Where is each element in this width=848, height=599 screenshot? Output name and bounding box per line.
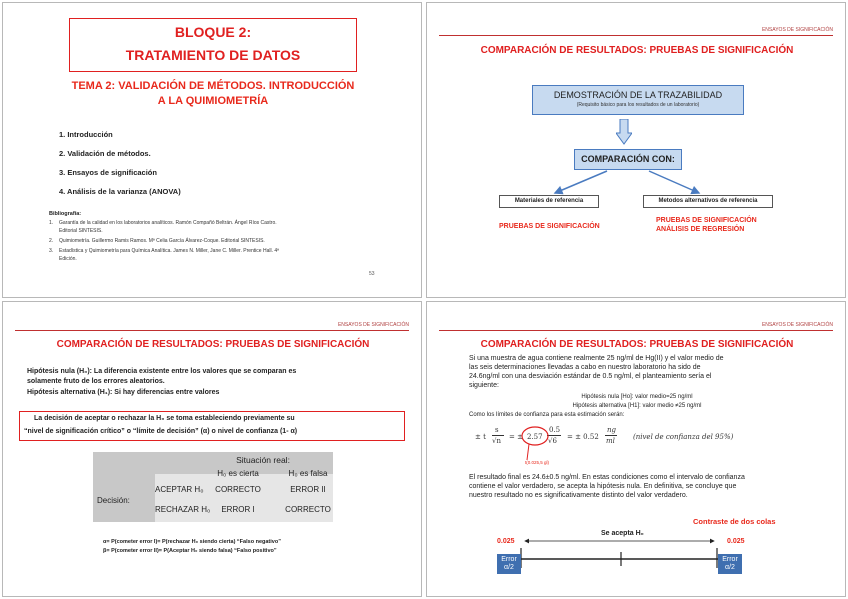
acceptance-interval <box>427 302 846 597</box>
bloque-title-box <box>69 18 357 72</box>
decision-table-bg-left <box>93 452 155 522</box>
bloque-title: BLOQUE 2: <box>174 24 252 40</box>
h1-line: Hipótesis alternativa (H₁): Si hay diferencias entre valores <box>27 389 220 396</box>
list-item: 4. Análisis de la varianza (ANOVA) <box>59 187 181 196</box>
paragraph-2-line1: El resultado final es 24.6±0.5 ng/ml. En estas condiciones como el intervalo de confianza <box>469 474 745 481</box>
confidence-intro: Como los límites de confianza para esta estimación serán: <box>469 412 625 418</box>
right-error-label: Error <box>722 556 738 563</box>
decision-table-body <box>155 474 333 522</box>
bib-entry-1-line2: Editorial SINTESIS. <box>59 228 103 234</box>
trazabilidad-title: DEMOSTRACIÓN DE LA TRAZABILIDAD <box>553 90 723 100</box>
slide-title: COMPARACIÓN DE RESULTADOS: PRUEBAS DE SIGNIFICACIÓN <box>56 339 370 350</box>
section-header: ENSAYOS DE SIGNIFICACIÓN <box>761 322 833 328</box>
formula-eq-2: = ± 0.52 <box>567 433 599 441</box>
bib-entry-2: Quimiometría. Guillermo Ramis Ramos. Mª Celia García Álvarez-Coque. Editorial SINTESIS. <box>59 238 265 244</box>
page-number: 53 <box>369 271 375 277</box>
null-hypothesis: Hipótesis nula [Ho]: valor medio=25 ng/ml <box>581 394 693 400</box>
formula-sqrt-6: √6 <box>548 437 557 445</box>
row-rechazar: RECHAZAR H₀ <box>155 505 211 514</box>
bibliography-title: Bibliografía: <box>49 211 82 217</box>
left-label: PRUEBAS DE SIGNIFICACIÓN <box>499 223 600 230</box>
cell-error-1: ERROR I <box>221 505 255 514</box>
right-label-2: ANÁLISIS DE REGRESIÓN <box>656 226 745 233</box>
decision-box <box>19 411 405 441</box>
right-error-alpha: α/2 <box>725 564 735 571</box>
list-item: 2. Validación de métodos. <box>59 149 151 158</box>
formula-s: s <box>495 426 499 434</box>
metodos-box: Metodos alternativos de referencia <box>643 195 773 208</box>
alt-hypothesis: Hipótesis alternativa [H1]: valor medio ≠25 ng/ml <box>572 403 702 409</box>
header-rule <box>15 330 409 331</box>
list-item: 1. Introducción <box>59 130 113 139</box>
formula-ml: ml <box>606 437 615 445</box>
formula-t-value: 2.57 <box>527 433 543 441</box>
bib-entry-3-line2: Edición. <box>59 256 77 262</box>
cell-correcto-1: CORRECTO <box>215 485 261 494</box>
section-header: ENSAYOS DE SIGNIFICACIÓN <box>761 27 833 33</box>
paragraph-2-line3: nuestro resultado no es significativamente distinto del valor verdadero. <box>469 492 688 499</box>
left-error-alpha: α/2 <box>504 564 514 571</box>
col-h0-cierta: H₀ es cierta <box>217 469 259 478</box>
t-subscript: t(0.025,5 gl) <box>525 460 550 465</box>
formula-pm-t: ± t <box>475 433 486 441</box>
comparacion-label: COMPARACIÓN CON: <box>581 154 675 164</box>
formula-eq-1: = ± <box>509 433 523 441</box>
branch-arrows <box>427 3 846 298</box>
formula-ng: ng <box>607 426 616 434</box>
bib-num-1: 1. <box>49 220 54 226</box>
paragraph-1-line1: Si una muestra de agua contiene realmente 25 ng/ml de Hg(II) y el valor medio de <box>469 355 724 362</box>
paragraph-1-line3: 24.6ng/ml con una desviación estándar de 0.5 ng/ml, el planteamiento sería el <box>469 373 712 380</box>
slide-4 <box>426 301 846 597</box>
situacion-header: Situación real: <box>236 455 290 465</box>
materiales-box: Materiales de referencia <box>499 195 599 208</box>
decision-label: Decisión: <box>97 496 130 505</box>
left-error-box <box>497 554 521 574</box>
formula-05: 0.5 <box>549 426 561 434</box>
paragraph-1-line4: siguiente: <box>469 382 499 389</box>
paragraph-1-line2: las seis determinaciones llevadas a cabo en nuestro laboratorio ha sido de <box>469 364 701 371</box>
formula-sqrt-n: √n <box>492 437 501 445</box>
arrow-left <box>555 171 607 193</box>
formula-confidence: (nivel de confianza del 95%) <box>633 433 734 441</box>
contraste-label: Contraste de dos colas <box>693 517 776 526</box>
slide-1 <box>2 2 422 298</box>
left-error-label: Error <box>501 556 517 563</box>
bib-entry-3-line1: Estadística y Quimiometría para Química Analítica. James N. Miller, Jane C. Miller. Prentice Hall. 4ª <box>59 248 279 254</box>
left-tail-value: 0.025 <box>497 538 515 545</box>
decision-line2: “nivel de significación crítico” o “límite de decisión” (α) o nivel de confianza (1- α) <box>24 428 298 435</box>
right-label-1: PRUEBAS DE SIGNIFICACIÓN <box>656 217 757 224</box>
decision-line1: La decisión de aceptar o rechazar la H₀ se toma estableciendo previamente su <box>34 415 295 422</box>
h0-line1: Hipótesis nula (H₀): La diferencia existente entre los valores que se comparan es <box>27 368 297 375</box>
alpha-definition: α= P(cometer error I)= P(rechazar H₀ siendo cierta) “Falso negativo” <box>103 539 281 545</box>
slide-title: COMPARACIÓN DE RESULTADOS: PRUEBAS DE SIGNIFICACIÓN <box>480 45 794 56</box>
bib-num-3: 3. <box>49 248 54 254</box>
right-tail-value: 0.025 <box>727 538 745 545</box>
bib-num-2: 2. <box>49 238 54 244</box>
right-error-box <box>718 554 742 574</box>
slide-2 <box>426 2 846 298</box>
beta-definition: β= P(cometer error II)= P(Aceptar H₀ siendo falsa) “Falso positivo” <box>103 548 277 554</box>
slide-3 <box>2 301 422 597</box>
tema-title-line2: A LA QUIMIOMETRÍA <box>157 95 269 107</box>
tratamiento-title: TRATAMIENTO DE DATOS <box>125 47 301 63</box>
col-h0-falsa: H₀ es falsa <box>288 469 328 478</box>
paragraph-2-line2: contiene el valor verdadero, se acepta la hipótesis nula. En definitiva, se concluye que <box>469 483 737 490</box>
acepta-label: Se acepta H₀ <box>601 530 644 537</box>
h0-line2: solamente fruto de los errores aleatorios. <box>27 378 165 385</box>
slide-title: COMPARACIÓN DE RESULTADOS: PRUEBAS DE SIGNIFICACIÓN <box>480 339 794 350</box>
trazabilidad-subtitle: (Requisito básico para los resultados de un laboratorio) <box>576 102 700 108</box>
cell-error-2: ERROR II <box>290 485 326 494</box>
row-aceptar: ACEPTAR H₀ <box>155 485 204 494</box>
cell-correcto-2: CORRECTO <box>285 505 331 514</box>
arrow-right <box>649 171 699 193</box>
tema-title-line1: TEMA 2: VALIDACIÓN DE MÉTODOS. INTRODUCCIÓN <box>71 80 355 92</box>
bib-entry-1-line1: Garantía de la calidad en los laboratorios analíticos. Ramón Compañó Beltrán. Ángel Ríos Castro. <box>59 220 277 226</box>
list-item: 3. Ensayos de significación <box>59 168 157 177</box>
section-header: ENSAYOS DE SIGNIFICACIÓN <box>337 322 409 328</box>
